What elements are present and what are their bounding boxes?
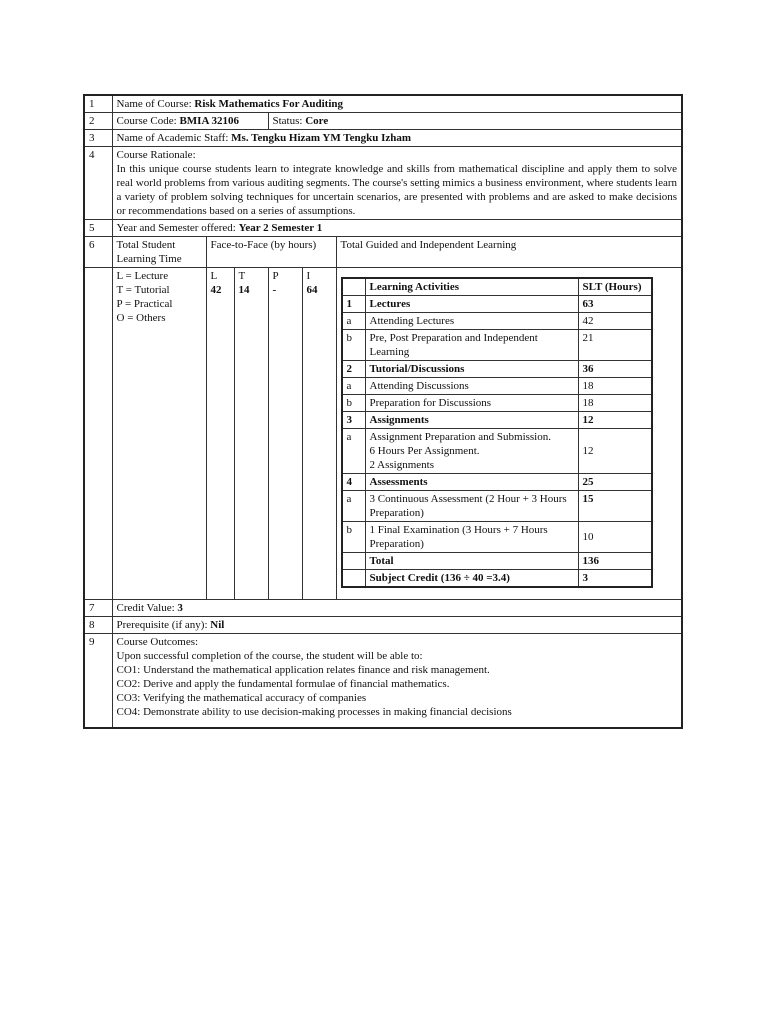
row-learning-time-detail xyxy=(84,268,682,600)
slt-row-letter: b xyxy=(342,395,366,412)
row-number: 1 xyxy=(84,95,112,113)
slt-activity: Assignments xyxy=(369,414,429,426)
slt-row-number: 2 xyxy=(346,363,352,375)
legend-item: P = Practical xyxy=(116,298,173,310)
slt-activity: Lectures xyxy=(369,298,411,310)
row-number: 8 xyxy=(84,617,112,634)
row-number: 7 xyxy=(84,600,112,617)
course-rationale-text: In this unique course students learn to integrate knowledge and skills from mathematical discipline and apply them to solve real world problems from various auditing segments. The course's setting mimics a business environment, where students learn a variety of problem solving techniques for uncertain scenarios, are presented with problems and are asked to make decisions or recommendations based on a series of assumptions. xyxy=(116,163,678,217)
legend-item: O = Others xyxy=(116,312,166,324)
row-course-rationale xyxy=(84,147,682,220)
row-number: 6 xyxy=(84,237,112,268)
slt-row-section xyxy=(342,361,652,378)
row-course-code xyxy=(84,113,682,130)
slt-row xyxy=(342,313,652,330)
slt-row xyxy=(342,378,652,395)
row-course-name xyxy=(84,95,682,113)
slt-total-row xyxy=(342,553,652,570)
ftf-value: - xyxy=(272,284,277,296)
slt-header-row xyxy=(342,278,652,296)
ftf-value: 42 xyxy=(210,284,222,296)
guided-learning-label: Total Guided and Independent Learning xyxy=(336,237,682,268)
slt-activity: Tutorial/Discussions xyxy=(369,363,465,375)
slt-activity-detail: 6 Hours Per Assignment. xyxy=(369,445,480,457)
slt-hours: 21 xyxy=(578,330,652,361)
slt-label: Total Student Learning Time xyxy=(112,237,206,268)
course-info-table xyxy=(83,94,683,729)
slt-row xyxy=(342,522,652,553)
slt-row xyxy=(342,330,652,361)
slt-activity: 3 Continuous Assessment (2 Hour + 3 Hours Preparation) xyxy=(365,491,578,522)
slt-row-section xyxy=(342,296,652,313)
slt-activity: 1 Final Examination (3 Hours + 7 Hours Preparation) xyxy=(365,522,578,553)
row-number: 4 xyxy=(84,147,112,220)
course-name: Risk Mathematics For Auditing xyxy=(194,98,344,110)
row-number: 2 xyxy=(84,113,112,130)
slt-breakdown-table xyxy=(341,277,653,588)
slt-activity: Attending Discussions xyxy=(365,378,578,395)
slt-row-letter: b xyxy=(342,330,366,361)
activity-legend xyxy=(112,268,206,600)
slt-row-section xyxy=(342,412,652,429)
slt-hours: 12 xyxy=(582,414,594,426)
prerequisite-value: Nil xyxy=(210,619,225,631)
row-course-outcomes xyxy=(84,634,682,729)
ftf-header: P xyxy=(272,270,279,282)
credit-value: 3 xyxy=(177,602,183,614)
slt-activity: Attending Lectures xyxy=(365,313,578,330)
course-status: Core xyxy=(305,115,329,127)
ftf-header: I xyxy=(306,270,311,282)
slt-total-label: Total xyxy=(369,555,394,567)
course-document xyxy=(83,94,681,729)
slt-row xyxy=(342,491,652,522)
slt-credit-row xyxy=(342,570,652,588)
slt-row-letter: b xyxy=(342,522,366,553)
row-credit-value xyxy=(84,600,682,617)
ftf-tutorial xyxy=(234,268,268,600)
slt-row xyxy=(342,429,652,474)
slt-row-number: 3 xyxy=(346,414,352,426)
slt-hours: 10 xyxy=(578,522,652,553)
field-label: Course Outcomes: xyxy=(116,636,199,648)
slt-activity: Pre, Post Preparation and Independent Learning xyxy=(365,330,578,361)
ftf-header: T xyxy=(238,270,246,282)
slt-row-letter: a xyxy=(342,378,366,395)
field-label: Status: xyxy=(272,115,306,127)
row-number: 9 xyxy=(84,634,112,729)
field-label: Credit Value: xyxy=(116,602,178,614)
course-code: BMIA 32106 xyxy=(179,115,240,127)
slt-credit-value: 3 xyxy=(582,572,588,584)
slt-hours: 42 xyxy=(578,313,652,330)
slt-header-hours: SLT (Hours) xyxy=(582,281,642,293)
row-prerequisite xyxy=(84,617,682,634)
slt-hours: 15 xyxy=(582,493,594,505)
ftf-value: 14 xyxy=(238,284,250,296)
slt-hours: 63 xyxy=(582,298,594,310)
slt-activity: Preparation for Discussions xyxy=(365,395,578,412)
course-outcome: CO1: Understand the mathematical application relates finance and risk management. xyxy=(116,664,490,676)
slt-hours: 18 xyxy=(578,378,652,395)
ftf-lecture xyxy=(206,268,234,600)
slt-row-letter: a xyxy=(342,491,366,522)
row-academic-staff xyxy=(84,130,682,147)
slt-header-activity: Learning Activities xyxy=(369,281,460,293)
row-number: 5 xyxy=(84,220,112,237)
outcomes-intro: Upon successful completion of the course, the student will be able to: xyxy=(116,650,423,662)
slt-row-letter: a xyxy=(342,313,366,330)
ftf-header: L xyxy=(210,270,218,282)
slt-activity-detail: 2 Assignments xyxy=(369,459,434,471)
course-outcome: CO2: Derive and apply the fundamental formulae of financial mathematics. xyxy=(116,678,450,690)
slt-row-section xyxy=(342,474,652,491)
slt-credit-label: Subject Credit (136 ÷ 40 =3.4) xyxy=(369,572,510,584)
ftf-value: 64 xyxy=(306,284,318,296)
field-label: Course Code: xyxy=(116,115,180,127)
legend-item: L = Lecture xyxy=(116,270,169,282)
slt-hours: 25 xyxy=(582,476,594,488)
field-label: Name of Academic Staff: xyxy=(116,132,232,144)
slt-activity: Assignment Preparation and Submission. xyxy=(369,431,551,443)
slt-hours: 12 xyxy=(578,429,652,474)
slt-row-number: 1 xyxy=(346,298,352,310)
slt-total-value: 136 xyxy=(582,555,599,567)
slt-activity: Assessments xyxy=(369,476,428,488)
academic-staff-name: Ms. Tengku Hizam YM Tengku Izham xyxy=(231,132,412,144)
course-outcome: CO4: Demonstrate ability to use decision-making processes in making financial decisions xyxy=(116,706,512,718)
face-to-face-label: Face-to-Face (by hours) xyxy=(206,237,336,268)
year-semester: Year 2 Semester 1 xyxy=(238,222,323,234)
slt-row-number: 4 xyxy=(346,476,352,488)
slt-hours: 18 xyxy=(578,395,652,412)
ftf-independent xyxy=(302,268,336,600)
slt-row-letter: a xyxy=(342,429,366,474)
course-outcome: CO3: Verifying the mathematical accuracy of companies xyxy=(116,692,367,704)
row-learning-time-header xyxy=(84,237,682,268)
slt-row xyxy=(342,395,652,412)
field-label: Name of Course: xyxy=(116,98,195,110)
ftf-practical xyxy=(268,268,302,600)
field-label: Year and Semester offered: xyxy=(116,222,239,234)
field-label: Course Rationale: xyxy=(116,149,196,161)
row-year-semester xyxy=(84,220,682,237)
row-number: 3 xyxy=(84,130,112,147)
slt-hours: 36 xyxy=(582,363,594,375)
legend-item: T = Tutorial xyxy=(116,284,170,296)
field-label: Prerequisite (if any): xyxy=(116,619,211,631)
